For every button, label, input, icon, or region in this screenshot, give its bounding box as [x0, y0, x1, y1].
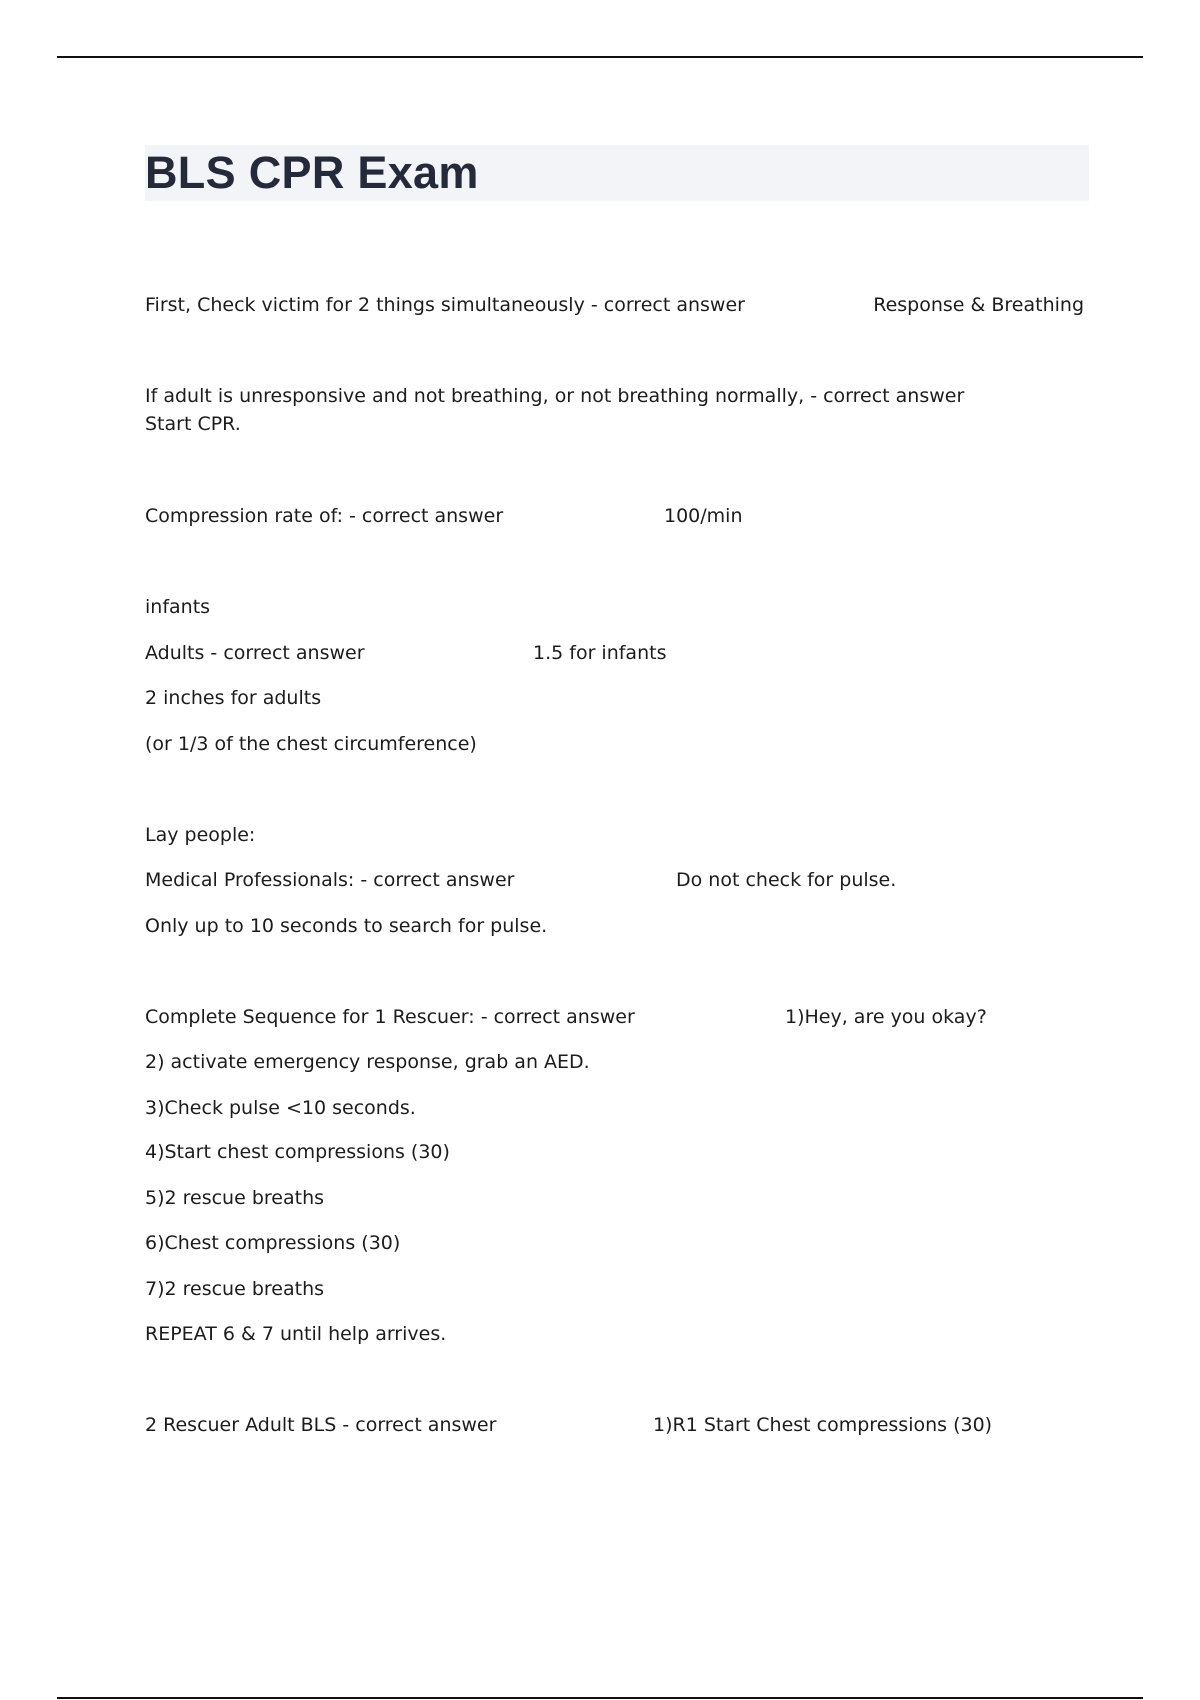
sequence-step: 5)2 rescue breaths: [145, 1187, 325, 1209]
sequence-step: 4)Start chest compressions (30): [145, 1141, 450, 1163]
question-two-rescuer-bls: 2 Rescuer Adult BLS - correct answer: [145, 1414, 497, 1436]
sequence-step: 6)Chest compressions (30): [145, 1232, 401, 1254]
depth-line-infants: infants: [145, 596, 211, 618]
pulse-line-lay-people: Lay people:: [145, 824, 256, 846]
question-medical-professionals: Medical Professionals: - correct answer: [145, 869, 515, 891]
depth-line-adults: 2 inches for adults: [145, 687, 322, 709]
answer-one-rescuer-step-1: 1)Hey, are you okay?: [785, 1006, 987, 1028]
answer-check-victim: Response & Breathing: [873, 294, 1084, 316]
question-check-victim: First, Check victim for 2 things simultaneously - correct answer: [145, 294, 745, 316]
question-one-rescuer-sequence: Complete Sequence for 1 Rescuer: - correct answer: [145, 1006, 635, 1028]
top-rule: [57, 56, 1143, 58]
sequence-step: 2) activate emergency response, grab an AED.: [145, 1051, 590, 1073]
pulse-line-ten-seconds: Only up to 10 seconds to search for pulse.: [145, 915, 548, 937]
sequence-step: 7)2 rescue breaths: [145, 1278, 325, 1300]
sequence-repeat-note: REPEAT 6 & 7 until help arrives.: [145, 1323, 447, 1345]
answer-depth-infants: 1.5 for infants: [533, 642, 667, 664]
depth-line-circumference: (or 1/3 of the chest circumference): [145, 733, 477, 755]
bottom-rule: [57, 1697, 1143, 1699]
answer-unresponsive: Start CPR.: [145, 413, 241, 435]
page-title: BLS CPR Exam: [145, 147, 479, 198]
sequence-step: 3)Check pulse <10 seconds.: [145, 1097, 416, 1119]
question-compression-rate: Compression rate of: - correct answer: [145, 505, 504, 527]
question-depth-adults: Adults - correct answer: [145, 642, 365, 664]
answer-pulse-check: Do not check for pulse.: [676, 869, 897, 891]
question-unresponsive: If adult is unresponsive and not breathing, or not breathing normally, - correct answer: [145, 385, 965, 407]
answer-compression-rate: 100/min: [664, 505, 743, 527]
answer-two-rescuer-bls: 1)R1 Start Chest compressions (30): [653, 1414, 993, 1436]
